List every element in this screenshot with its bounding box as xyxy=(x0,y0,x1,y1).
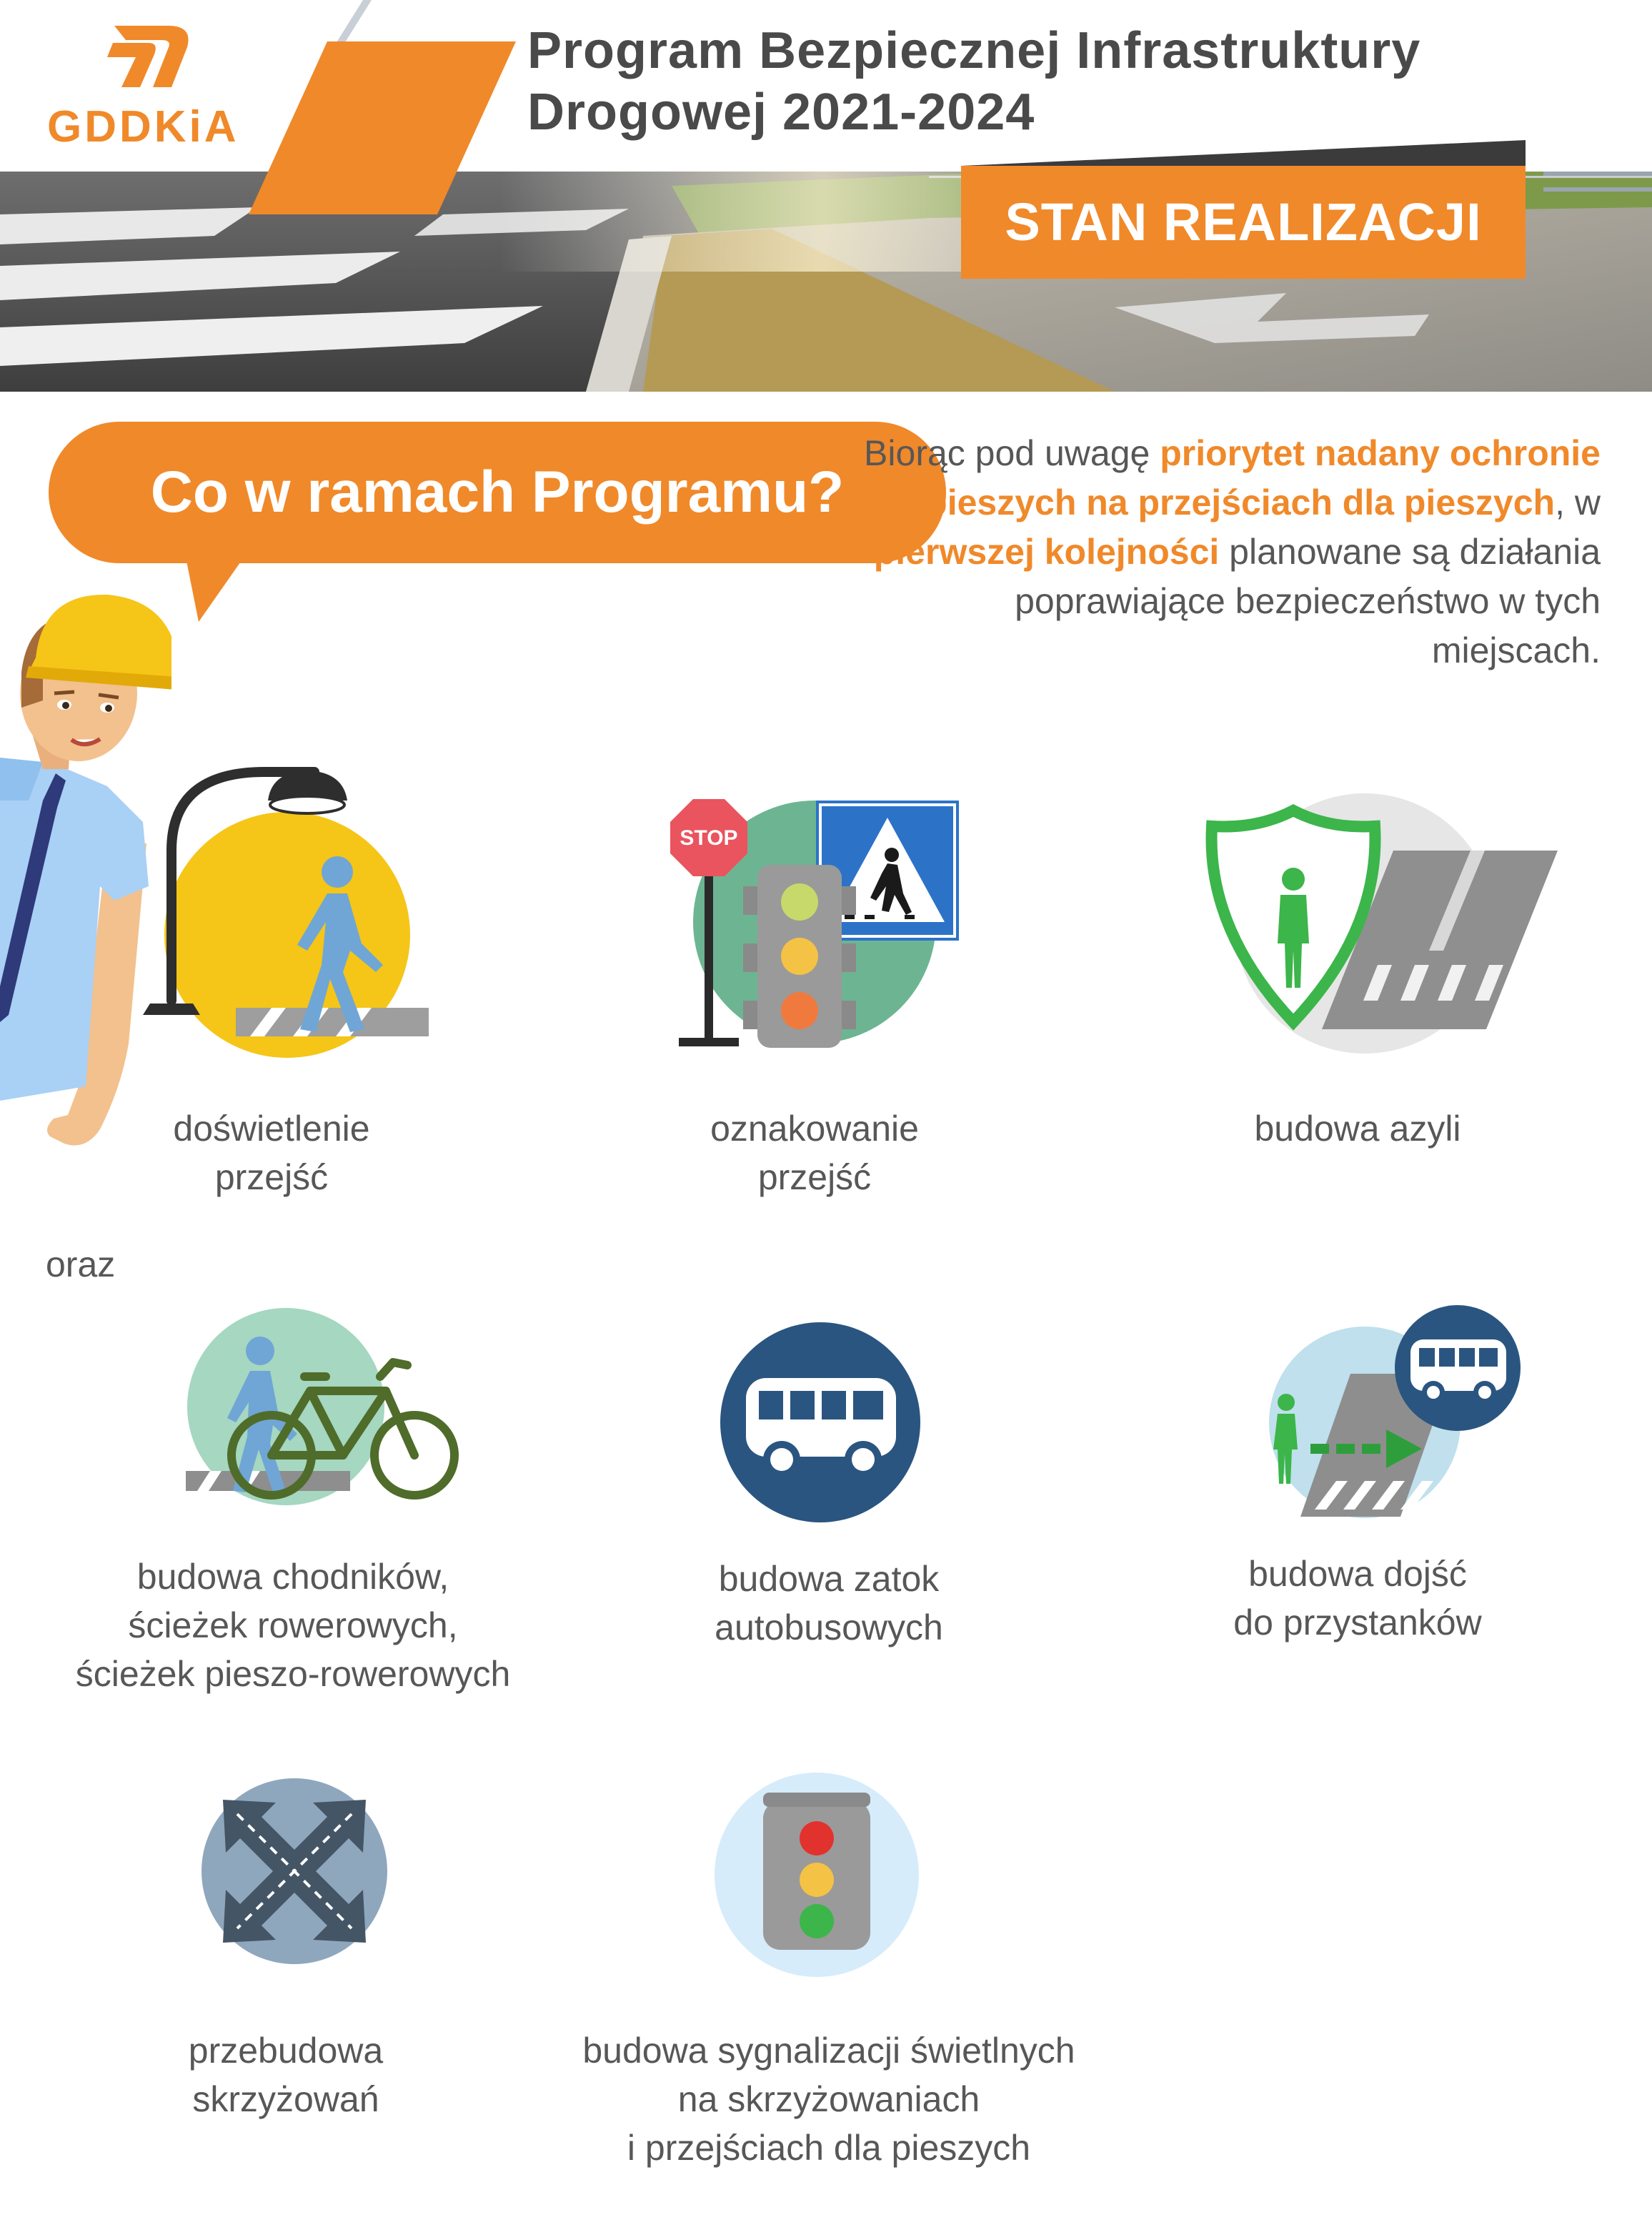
caption-line: budowa dojść xyxy=(1248,1554,1467,1594)
page-title-line1: Program Bezpiecznej Infrastruktury xyxy=(527,22,1421,79)
caption-line: budowa chodników, xyxy=(136,1557,449,1597)
caption-line: do przystanków xyxy=(1233,1602,1482,1642)
caption-line: oznakowanie xyxy=(710,1109,919,1149)
caption-line: ścieżek pieszo-rowerowych xyxy=(75,1654,511,1694)
pedestrian-island-icon xyxy=(1200,786,1558,1058)
caption-line: skrzyżowań xyxy=(192,2079,379,2119)
caption-line: przejść xyxy=(757,1157,872,1197)
caption-line: i przejściach dla pieszych xyxy=(627,2128,1031,2168)
page-title-line2: Drogowej 2021-2024 xyxy=(527,84,1035,141)
item-caption-islands xyxy=(1143,1104,1572,1153)
item-caption-signals xyxy=(543,2026,1115,2172)
intro-paragraph xyxy=(857,429,1601,675)
caption-line: na skrzyżowaniach xyxy=(677,2079,980,2119)
intro-text-1: Biorąc pod uwagę xyxy=(864,433,1160,473)
item-caption-paths xyxy=(21,1552,564,1698)
bus-icon xyxy=(720,1322,920,1522)
street-lamp-pedestrian-icon xyxy=(129,758,436,1058)
item-caption-stop-access xyxy=(1143,1550,1572,1647)
item-caption-marking xyxy=(600,1104,1029,1201)
caption-line: budowa azyli xyxy=(1254,1109,1461,1149)
intro-text-3: planowane są działania poprawiające bezpieczeństwo w tych miejscach. xyxy=(1015,532,1601,670)
stop-sign-traffic-light-icon xyxy=(665,786,965,1058)
caption-line: przejść xyxy=(214,1157,329,1197)
caption-line: budowa zatok xyxy=(718,1559,940,1599)
caption-line: ścieżek rowerowych, xyxy=(128,1605,458,1645)
status-badge-text: STAN REALIZACJI xyxy=(1005,192,1482,252)
pedestrian-bicycle-icon xyxy=(179,1308,472,1508)
caption-line: autobusowych xyxy=(715,1607,943,1647)
item-caption-intersections xyxy=(71,2026,500,2124)
intro-highlight-1: priorytet nadany ochronie pieszych na przejściach dla pieszych xyxy=(925,433,1601,522)
caption-line: doświetlenie xyxy=(173,1109,370,1149)
traffic-signal-icon xyxy=(715,1773,919,1977)
intersection-arrows-icon xyxy=(201,1778,387,1964)
bus-stop-access-icon xyxy=(1258,1302,1529,1531)
connector-text: oraz xyxy=(46,1244,116,1284)
bubble-text: Co w ramach Programu? xyxy=(150,460,845,525)
intro-text-2: , w xyxy=(1555,482,1601,522)
status-badge xyxy=(961,166,1526,279)
item-caption-lighting xyxy=(57,1104,486,1201)
caption-line: budowa sygnalizacji świetlnych xyxy=(582,2031,1075,2071)
logo-text: GDDKiA xyxy=(47,102,239,152)
item-caption-bus-bays xyxy=(614,1555,1043,1652)
intro-highlight-2: pierwszej kolejności xyxy=(873,532,1220,572)
caption-line: przebudowa xyxy=(188,2031,384,2071)
svg-text:STOP: STOP xyxy=(680,826,738,850)
header xyxy=(0,0,1652,392)
